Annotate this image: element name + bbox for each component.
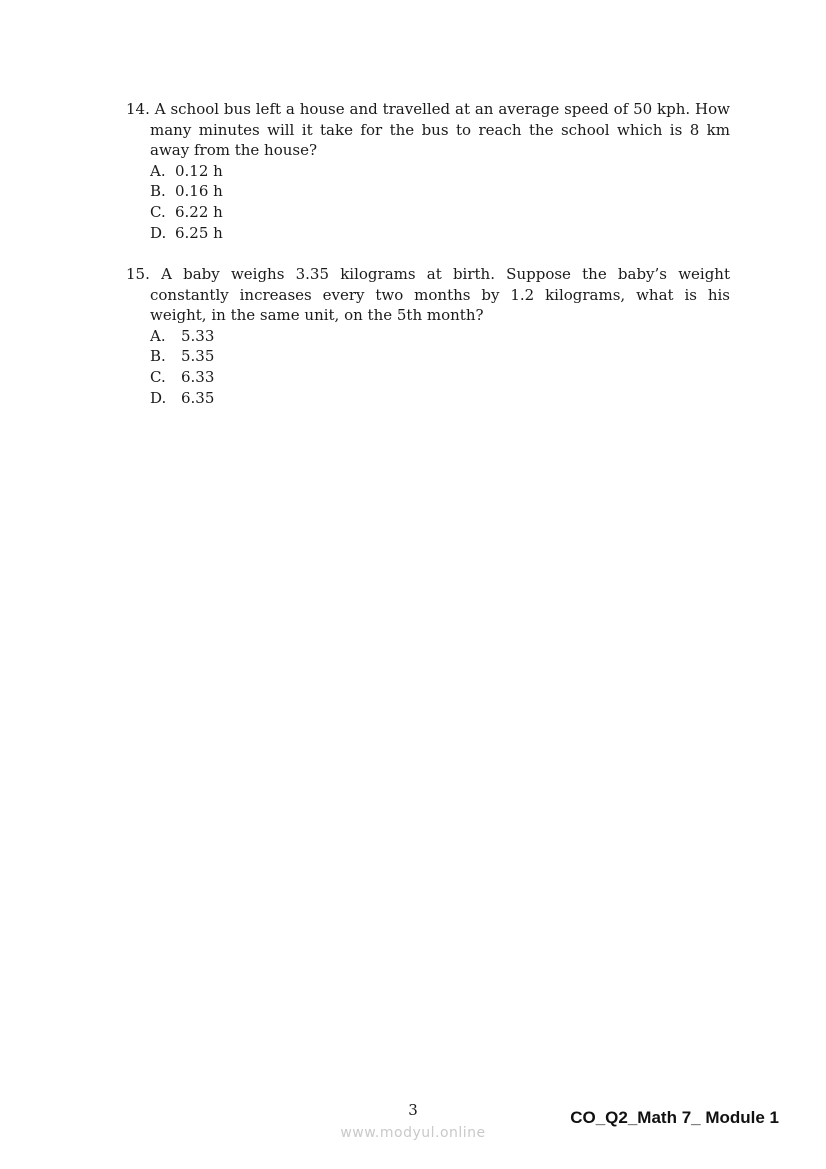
choice-letter: A. xyxy=(150,161,166,180)
choice-text: 5.35 xyxy=(181,347,215,366)
choice-text: 6.35 xyxy=(181,388,215,407)
choice-text: 6.33 xyxy=(181,367,215,386)
choice-b xyxy=(150,346,730,367)
choice-d xyxy=(150,223,730,244)
choice-text: 0.16 h xyxy=(175,182,223,201)
choice-a xyxy=(150,161,730,182)
choice-d xyxy=(150,388,730,409)
choice-text: 6.25 h xyxy=(175,223,223,242)
choice-letter: C. xyxy=(150,202,166,221)
choice-letter: C. xyxy=(150,367,166,386)
choice-letter: B. xyxy=(150,347,166,366)
watermark: www.modyul.online xyxy=(340,1125,486,1141)
choice-text: 5.33 xyxy=(181,326,215,345)
choice-letter: D. xyxy=(150,223,167,242)
question-number: 15. xyxy=(126,265,150,283)
choice-letter: D. xyxy=(150,388,167,407)
question-stem xyxy=(126,99,730,161)
answer-choices xyxy=(126,161,730,243)
question-stem xyxy=(126,264,730,326)
page-number: 3 xyxy=(408,1101,418,1119)
choice-text: 6.22 h xyxy=(175,202,223,221)
choice-c xyxy=(150,202,730,223)
choice-b xyxy=(150,181,730,202)
answer-choices xyxy=(126,326,730,408)
choice-c xyxy=(150,367,730,388)
choice-letter: B. xyxy=(150,182,166,201)
question-number: 14. xyxy=(126,100,150,118)
question-text: A school bus left a house and travelled at an average speed of 50 kph. How many minutes will it take for the bus to reach the school which is 8 km away from the house? xyxy=(150,100,730,160)
choice-a xyxy=(150,326,730,347)
module-label: CO_Q2_Math 7_ Module 1 xyxy=(570,1108,779,1127)
question-15 xyxy=(126,264,730,408)
question-text: A baby weighs 3.35 kilograms at birth. Suppose the baby’s weight constantly increases every two months by 1.2 kilograms, what is his weight, in the same unit, on the 5th month? xyxy=(150,265,730,325)
question-14 xyxy=(126,99,730,243)
choice-text: 0.12 h xyxy=(175,161,223,180)
choice-letter: A. xyxy=(150,326,166,345)
